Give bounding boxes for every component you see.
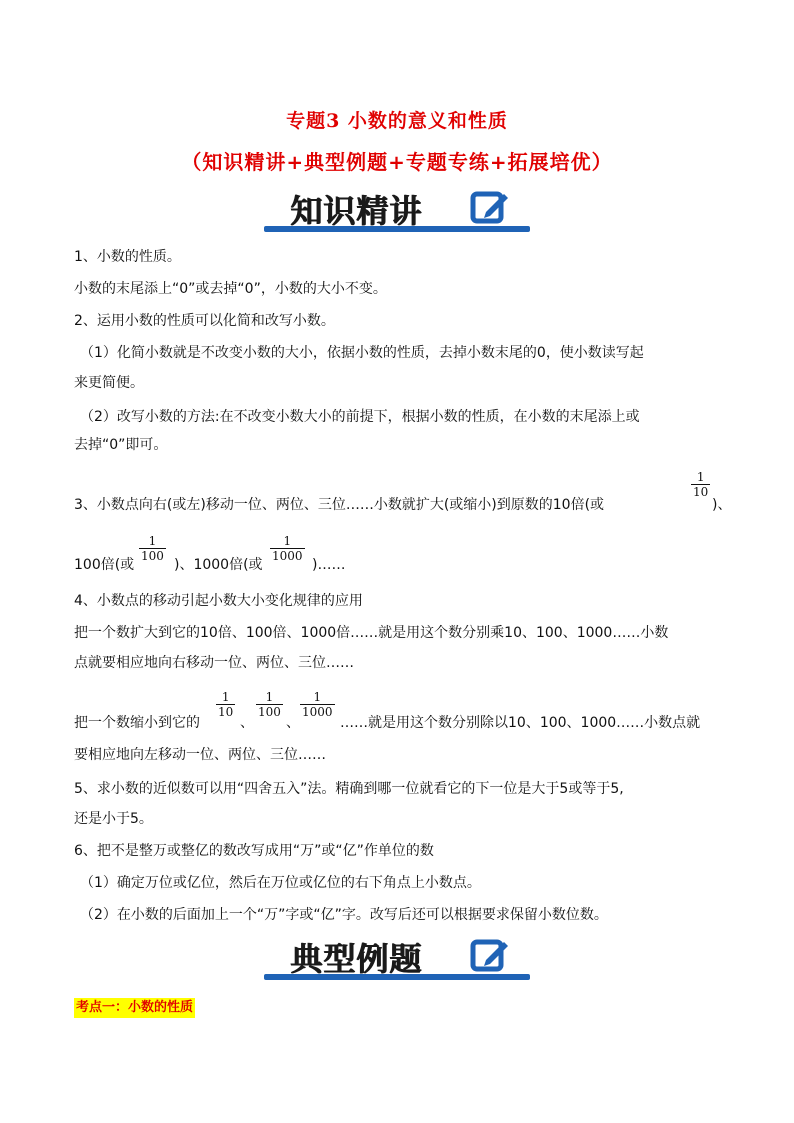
edit-icon [470, 190, 510, 222]
text-line: 6、把不是整万或整亿的数改写成用“万”或“亿”作单位的数 [74, 843, 434, 859]
text-line: （2）改写小数的方法:在不改变小数大小的前提下，根据小数的性质，在小数的末尾添上或 [80, 409, 640, 425]
text-line: 5、求小数的近似数可以用“四舍五入”法。精确到哪一位就看它的下一位是大于5或等于5, [74, 781, 624, 797]
text-line: （1）化简小数就是不改变小数的大小，依据小数的性质，去掉小数末尾的0，使小数读写起 [80, 345, 644, 361]
text-line: )…… [312, 557, 346, 573]
text-line: 小数的末尾添上“0”或去掉“0”，小数的大小不变。 [74, 281, 387, 297]
banner-knowledge [264, 186, 530, 232]
text-line: 、 [286, 715, 300, 731]
text-line: 去掉“0”即可。 [74, 437, 168, 453]
fraction: $\frac{1}{1000}$ [272, 534, 303, 563]
text-line: 还是小于5。 [74, 811, 153, 827]
topic-tag: 考点一：小数的性质 [74, 998, 195, 1018]
text-line: 点就要相应地向右移动一位、两位、三位…… [74, 655, 354, 671]
text-line: 3、小数点向右(或左)移动一位、两位、三位……小数就扩大(或缩小)到原数的10倍(或 [74, 497, 605, 513]
fraction: $\frac{1}{10}$ [218, 690, 234, 719]
text-line: 把一个数扩大到它的10倍、100倍、1000倍……就是用这个数分别乘10、100、1000……小数 [74, 625, 669, 641]
text-line: )、 [712, 497, 732, 513]
document-title: 专题3 小数的意义和性质 [286, 110, 508, 132]
text-line: 100倍(或 [74, 557, 135, 573]
document-subtitle: （知识精讲+典型例题+专题专练+拓展培优） [181, 150, 613, 174]
fraction: $\frac{1}{100}$ [141, 534, 164, 563]
text-line: 1、小数的性质。 [74, 249, 181, 265]
banner-knowledge-label: 知识精讲 [290, 192, 423, 230]
text-line: （2）在小数的后面加上一个“万”字或“亿”字。改写后还可以根据要求保留小数位数。 [80, 907, 608, 923]
banner-examples [264, 934, 530, 980]
banner-examples-label: 典型例题 [290, 940, 423, 978]
text-line: 4、小数点的移动引起小数大小变化规律的应用 [74, 593, 363, 609]
fraction: $\frac{1}{100}$ [258, 690, 281, 719]
text-line: 来更简便。 [74, 375, 144, 391]
text-line: )、1000倍(或 [174, 557, 263, 573]
text-line: 把一个数缩小到它的 [74, 715, 200, 731]
text-line: ……就是用这个数分别除以10、100、1000……小数点就 [340, 715, 701, 731]
edit-icon [470, 938, 510, 970]
text-line: 2、运用小数的性质可以化简和改写小数。 [74, 313, 335, 329]
fraction: $\frac{1}{10}$ [693, 470, 709, 499]
text-line: （1）确定万位或亿位，然后在万位或亿位的右下角点上小数点。 [80, 875, 481, 891]
text-line: 、 [240, 715, 254, 731]
text-line: 要相应地向左移动一位、两位、三位…… [74, 747, 326, 763]
fraction: $\frac{1}{1000}$ [302, 690, 333, 719]
